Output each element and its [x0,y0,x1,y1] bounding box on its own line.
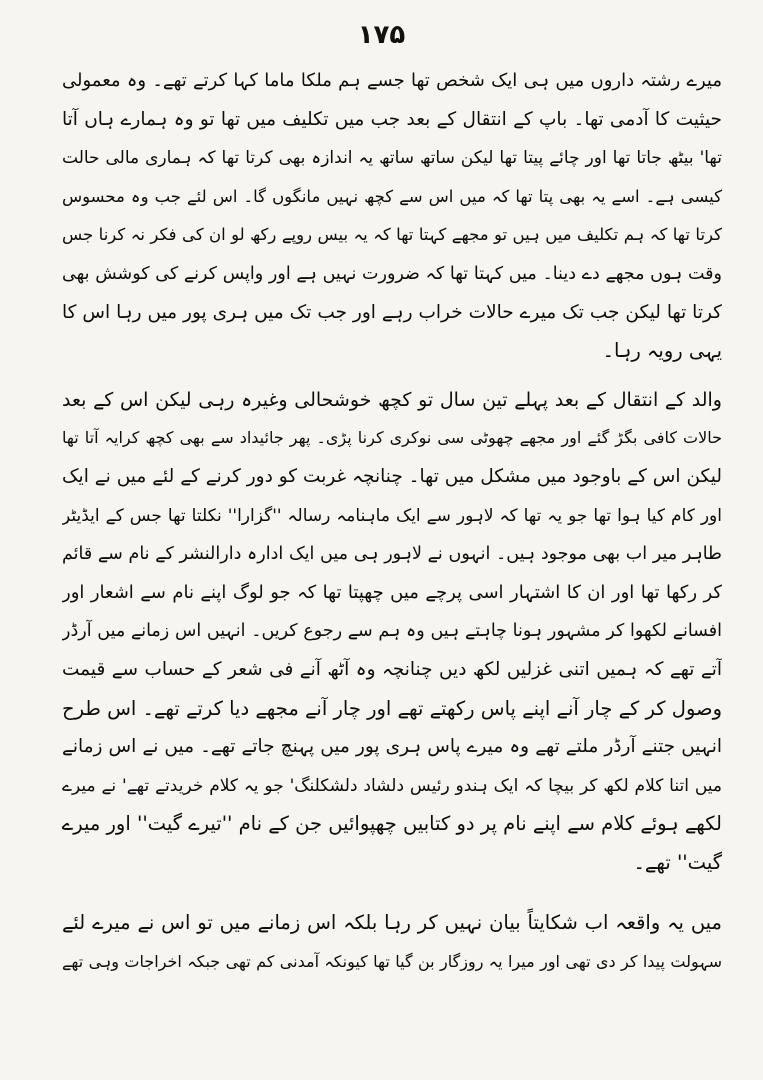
text-line: حیثیت کا آدمی تھا۔ باپ کے انتقال کے بعد جب میں تکلیف میں تھا تو وہ ہمارے ہاں آتا [62,108,722,130]
text-line: میں اتنا کلام لکھ کر بیچا کہ ایک ہندو رئیس دلشاد دلشکلنگ' جو یہ کلام خریدتے تھے' نے میرے [62,775,722,796]
text-line: کرتا تھا کہ ہم تکلیف میں ہیں تو مجھے کہتا تھا کہ یہ بیس روپے رکھ لو ان کی فکر نہ کرنا جس [62,225,722,245]
text-line: وصول کر کے چار آنے اپنے پاس رکھتے تھے اور چار آنے مجھے دیا کرتے تھے۔ اس طرح [62,696,722,720]
text-line: حالات کافی بگڑ گئے اور مجھے چھوٹی سی نوکری کرنا پڑی۔ پھر جائیداد سے بھی کچھ کرایہ آتا تھا [62,428,722,448]
paragraph-2 [62,381,722,883]
text-line: اور کام کیا ہوا تھا جو یہ تھا کہ لاہور سے ایک ماہنامہ رسالہ ''گزارا'' نکلتا تھا جس کے ایڈیٹر [62,505,722,526]
text-line: لکھے ہوئے کلام سے اپنے نام پر دو کتابیں چھپوائیں جن کے نام ''تیرے گیت'' اور میرے [62,812,722,836]
paragraph-3 [62,904,722,981]
text-line: طاہر میر اب بھی موجود ہیں۔ انہوں نے لاہور ہی میں ایک ادارہ دارالنشر کے نام سے قائم [62,544,722,565]
text-line: سہولت پیدا کر دی تھی اور میرا یہ روزگار بن گیا تھا کیونکہ آمدنی کم تھی جبکہ اخراجات وہی تھے [62,952,722,972]
paragraph-gap [62,882,722,904]
text-line: میرے رشتہ داروں میں ہی ایک شخص تھا جسے ہم ملکا ماما کہا کرتے تھے۔ وہ معمولی [62,70,722,91]
text-line: افسانے لکھوا کر مشہور ہونا چاہتے ہیں وہ ہم سے رجوع کریں۔ انہیں اس زمانے میں آرڈر [62,621,722,642]
text-line: وقت ہوں مجھے دے دینا۔ میں کہتا تھا کہ ضرورت نہیں ہے اور واپس کرنے کی کوشش بھی [62,263,722,284]
text-line: کرتا تھا لیکن جب تک میرے حالات خراب رہے اور جب تک میں ہری پور میں رہا اس کا [62,301,722,323]
text-line: کیسی ہے۔ اسے یہ بھی پتا تھا کہ میں اس سے کچھ نہیں مانگوں گا۔ اس لئے جب وہ محسوس [62,186,722,206]
text-line: والد کے انتقال کے بعد پہلے تین سال تو کچھ خوشحالی وغیرہ رہی لیکن اس کے بعد [62,388,722,411]
text-line: گیت'' تھے۔ [633,850,722,874]
text-line: تھا' بیٹھ جاتا تھا اور چائے پیتا تھا لیکن ساتھ ساتھ یہ اندازہ بھی کرتا تھا کہ ہماری مالی حالت [62,148,722,169]
paragraph-gap [62,371,722,381]
text-line: کر رکھا تھا اور ان کا اشتہار اسی پرچے میں چھپتا تھا کہ جو لوگ اپنے نام سے اشعار اور [62,581,722,603]
text-line: لیکن اس کے باوجود میں مشکل میں تھا۔ چنانچہ غربت کو دور کرنے کے لئے میں نے ایک [62,465,722,487]
text-line: آتے تھے کہ ہمیں اتنی غزلیں لکھ دیں چنانچہ وہ آٹھ آنے فی شعر کے حساب سے قیمت [62,658,722,680]
text-line: انہیں جتنے آرڈر ملتے تھے وہ میرے پاس ہری پور میں پہنچ جاتے تھے۔ میں نے اس زمانے [62,736,722,758]
page-number: ۱۷۵ [357,20,406,50]
text-line: یہی رویہ رہا۔ [602,339,722,363]
paragraph-1 [62,62,722,371]
page-body [62,62,722,982]
text-line: میں یہ واقعہ اب شکایتاً بیان نہیں کر رہا بلکہ اس زمانے میں تو اس نے میرے لئے [62,911,722,935]
